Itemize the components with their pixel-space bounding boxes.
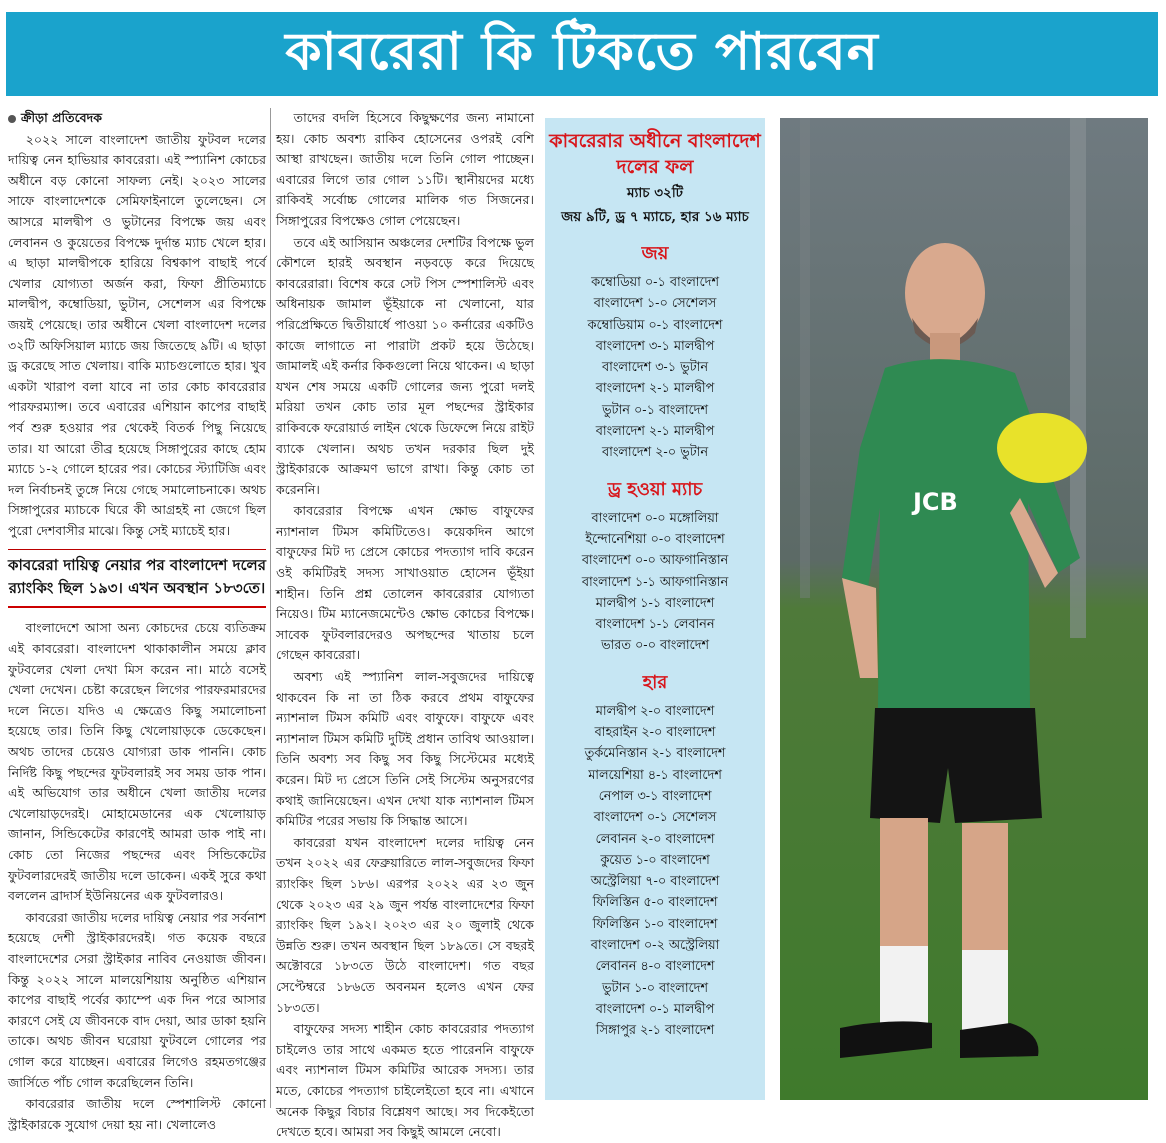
result-item: বাংলাদেশ ৩-১ মালদ্বীপ <box>595 338 715 354</box>
headline: কাবরেরা কি টিকতে পারবেন <box>285 21 879 82</box>
result-item: মালদ্বীপ ২-০ বাংলাদেশ <box>595 703 715 719</box>
draws-list <box>545 508 765 657</box>
result-item: বাংলাদেশ ২-১ মালদ্বীপ <box>595 424 715 440</box>
result-item: ফিলিস্তিন ৫-০ বাংলাদেশ <box>592 895 718 911</box>
wins-heading: জয় <box>641 243 669 264</box>
article-paragraph: তাদের বদলি হিসেবে কিছুক্ষণের জন্য নামানো হয়। কোচ অবশ্য রাকিব হোসেনের ওপরই বেশি আস্থা রাখছেন। জাতীয় দলে তিনি গোল পাচ্ছেন। এবারের লিগে তার গোল ১১টি। স্থানীয়দের মধ্যে রাকিবই সর্বোচ্চ গোলের মালিক গত সিজনের। সিঙ্গাপুরের বিপক্ষেও গোল পেয়েছেন। <box>276 110 534 228</box>
sidebar-title: কাবরেরার অধীনে বাংলাদেশ দলের ফল <box>549 130 761 178</box>
col1-body-b <box>8 618 266 1135</box>
result-item: মালদ্বীপ ১-১ বাংলাদেশ <box>595 595 715 611</box>
article-paragraph: কাবরেরার জাতীয় দলে স্পেশালিস্ট কোনো স্ট্রাইকারকে সুযোগ দেয়া হয় না। খেলালেও <box>8 1096 266 1132</box>
result-item: বাংলাদেশ ৩-১ ভুটান <box>602 360 708 376</box>
article-column-1 <box>8 108 266 1132</box>
result-item: ভুটান ০-১ বাংলাদেশ <box>602 402 708 418</box>
result-item: বাংলাদেশ ১-১ লেবানন <box>595 617 715 633</box>
wins-list <box>545 272 765 464</box>
pull-quote: কাবরেরা দায়িত্ব নেয়ার পর বাংলাদেশ দলের র‍্যাংকিং ছিল ১৯৩। এখন অবস্থান ১৮৩তে। <box>8 549 266 608</box>
result-item: বাংলাদেশ ০-১ সেশেলস <box>593 810 717 826</box>
result-item: ইন্দোনেশিয়া ০-০ বাংলাদেশ <box>585 531 725 547</box>
result-item: বাংলাদেশ ০-১ মালদ্বীপ <box>595 1001 715 1017</box>
result-item: ভুটান ১-০ বাংলাদেশ <box>602 980 708 996</box>
result-item: লেবানন ২-০ বাংলাদেশ <box>595 831 715 847</box>
article-paragraph: ২০২২ সালে বাংলাদেশ জাতীয় ফুটবল দলের দায়িত্ব নেন হাভিয়ার কাবরেরা। এই স্প্যানিশ কোচের অধীনে বড় কোনো সাফল্য নেই। ২০২৩ সালের সাফে বাংলাদেশকে সেমিফাইনালে তুলেছেন। সে আসরে মালদ্বীপ ও ভুটানের বিপক্ষে জয় এবং লেবানন ও কুয়েতের বিপক্ষে দুর্দান্ত ম্যাচ খেলে হার। এ ছাড়া মালদ্বীপকে হারিয়ে বিশ্বকাপ বাছাই পর্বে খেলার যোগ্যতা অর্জন করা, ফিফা প্রীতিম্যাচে মালদ্বীপ, কম্বোডিয়া, ভুটান, সেশেলস এর বিপক্ষে জয়ই পেয়েছে। তার অধীনে খেলা বাংলাদেশ দলের ৩২টি অফিসিয়াল ম্যাচে জয় জিতেছে ৯টি। এ ছাড়া ড্র করেছে সাত খেলায়। বাকি ম্যাচগুলোতে হার। খুব একটা খারাপ বলা যাবে না তার কোচ কাবরেরার পারফরম্যান্স। তবে এবারের এশিয়ান কাপের বাছাই পর্ব শুরু হওয়ার পর থেকেই বিতর্ক পিছু নিয়েছে তার। যা আরো তীব্র হয়েছে সিঙ্গাপুরের কাছে হোম ম্যাচে ১-২ গোলে হারের পর। কোচের স্ট্যাটিজি এবং দল নির্বাচনই তুঙ্গে নিয়ে গেছে সমালোচনাকে। অথচ সিঙ্গাপুরের ম্যাচকে ঘিরে কী আগ্রহই না জেগে ছিল পুরো দেশবাসীর মাঝে। কিন্তু সেই ম্যাচেই হার। <box>8 131 266 538</box>
result-item: তুর্কমেনিস্তান ২-১ বাংলাদেশ <box>584 746 726 762</box>
result-item: সিঙ্গাপুর ২-১ বাংলাদেশ <box>595 1023 715 1039</box>
article-paragraph: কাবরেরা যখন বাংলাদেশ দলের দায়িত্ব নেন তখন ২০২২ এর ফেব্রুয়ারিতে লাল-সবুজদের ফিফা র‍্যাংকিং ছিল ১৮৬। এরপর ২০২২ এর ২৩ জুন থেকে ২০২৩ এর ২৯ জুন পর্যন্ত বাংলাদেশের ফিফা র‍্যাংকিং ছিল ১৯২। ২০২৩ এর ২০ জুলাই থেকে উন্নতি শুরু। তখন অবস্থান ছিল ১৮৯তে। সে বছরই অক্টোবরে ১৮৩তে উঠে বাংলাদেশ। গত বছর সেপ্টেম্বরে ১৮৬তে অবনমন হলেও এখন ফের ১৮৩তে। <box>276 834 534 1015</box>
shirt-logo: JCB <box>913 488 958 516</box>
article-paragraph: কাবরেরার বিপক্ষে এখন ক্ষোভ বাফুফের ন্যাশনাল টিমস কমিটিতেও। কয়েকদিন আগে বাফুফের মিট দ্য প্রেসে কোচের পদত্যাগ দাবি করেন ওই কমিটিরই সদস্য সাখাওয়াত হোসেন ভূঁইয়া শাহীন। তিনি প্রশ্ন তোলেন কাবরেরার যোগ্যতা নিয়েও। টিম ম্যানেজমেন্টেও ক্ষোভ কোচের বিপক্ষে। সাবেক ফুটবলারদেরও অপছন্দের খাতায় চলে গেছেন কাবরেরা। <box>276 503 534 663</box>
byline-text: ক্রীড়া প্রতিবেদক <box>21 110 103 125</box>
result-item: বাংলাদেশ ০-২ অস্ট্রেলিয়া <box>590 938 720 954</box>
result-item: মালয়েশিয়া ৪-১ বাংলাদেশ <box>588 767 722 783</box>
byline <box>8 108 266 129</box>
result-item: বাংলাদেশ ০-০ আফগানিস্তান <box>581 553 729 569</box>
article-column-2 <box>276 108 534 1140</box>
result-item: কম্বোডিয়াম ০-১ বাংলাদেশ <box>587 317 723 333</box>
result-item: বাংলাদেশ ২-০ ভুটান <box>602 445 708 461</box>
results-sidebar <box>545 118 765 1100</box>
losses-heading: হার <box>642 671 668 693</box>
result-item: অস্ট্রেলিয়া ৭-০ বাংলাদেশ <box>590 874 720 890</box>
article-paragraph: কাবরেরা জাতীয় দলের দায়িত্ব নেয়ার পর সর্বনাশ হয়েছে দেশী স্ট্রাইকারদেরই। গত কয়েক বছরে বাংলাদেশের সেরা স্ট্রাইকার নাবিব নেওয়াজ জীবন। কিন্তু ২০২২ সালে মালয়েশিয়ায় অনুষ্ঠিত এশিয়ান কাপের বাছাই পর্বের ক্যাম্পে এক দিন পরে আসার কারণে সেই যে জীবনকে বাদ দেয়া, আর ডাকা হয়নি তাকে। অথচ জীবন ঘরোয়া ফুটবলে গোলের পর গোল করে যাচ্ছেন। এবারের লিগেও রহমতগঞ্জের জার্সিতে পাঁচ গোল করেছিলেন তিনি। <box>8 909 266 1090</box>
result-item: ভারত ০-০ বাংলাদেশ <box>600 638 709 654</box>
sidebar-matches: ম্যাচ ৩২টি <box>626 185 684 201</box>
losses-list <box>545 701 765 1042</box>
headline-banner <box>6 12 1158 96</box>
article-paragraph: অবশ্য এই স্প্যানিশ লাল-সবুজদের দায়িত্বে থাকবেন কি না তা ঠিক করবে প্রথম বাফুফের ন্যাশনাল টিমস কমিটি এবং বাফুফে। বাফুফে এবং ন্যাশনাল টিমস কমিটি দুটিই প্রধান তাবিথ আওয়াল। তিনি অবশ্য সব কিছু সব কিছু সিস্টেমের মধ্যেই করেন। মিট দ্য প্রেসে তিনি সেই সিস্টেম অনুসরণের কথাই জানিয়েছেন। এখন দেখা যাক ন্যাশনাল টিমস কমিটির পরের সভায় কি সিদ্ধান্ত আসে। <box>276 669 534 829</box>
result-item: কম্বোডিয়া ০-১ বাংলাদেশ <box>591 275 719 290</box>
result-item: নেপাল ৩-১ বাংলাদেশ <box>598 788 712 804</box>
result-item: কুয়েত ১-০ বাংলাদেশ <box>600 852 710 868</box>
result-item: বাহরাইন ২-০ বাংলাদেশ <box>594 725 716 741</box>
result-item: বাংলাদেশ ০-০ মঙ্গোলিয়া <box>591 510 719 526</box>
coach-photo <box>780 118 1148 1100</box>
article-paragraph: তবে এই আসিয়ান অঞ্চলের দেশটির বিপক্ষে ভুল কৌশলে হারই অবস্থান নড়বড়ে করে দিয়েছে কাবরেরারা। বিশেষ করে সেট পিস স্পেশালিস্ট এবং অধিনায়ক জামাল ভূঁইয়াকে না খেলানো, যার পরিপ্রেক্ষিতে দ্বিতীয়ার্ধে পাওয়া ১০ কর্নারের একটিও কাজে লাগাতে না পারাটা প্রকট হয়ে উঠেছে। জামালই এই কর্নার কিকগুলো নিয়ে থাকেন। এ ছাড়া যখন শেষ সময়ে একটি গোলের জন্য পুরো দলই মরিয়া তখন কোচ তার মূল পছন্দের স্ট্রাইকার রাকিবকে ফরোয়ার্ড লাইন থেকে ডিফেন্সে নিয়ে রাইট ব্যাকে খেলান। অথচ তখন দরকার ছিল দুই স্ট্রাইকারকে আক্রমণ ভাগে রাখা। কিন্তু কোচ তা করেননি। <box>276 234 534 497</box>
draws-heading: ড্র হওয়া ম্যাচ <box>607 478 703 500</box>
col1-body-a <box>8 130 266 542</box>
result-item: লেবানন ৪-০ বাংলাদেশ <box>595 959 715 975</box>
column-divider <box>270 108 271 1108</box>
article-paragraph: বাংলাদেশে আসা অন্য কোচদের চেয়ে ব্যতিক্রম এই কাবরেরা। বাংলাদেশ থাকাকালীন সময়ে ক্লাব ফুটবলের খেলা দেখা মিস করেন না। মাঠে বসেই খেলা দেখেন। চেষ্টা করেছেন লিগের পারফরমারদের দলে নিতে। যদিও এ ক্ষেত্রেও কিছু সমালোচনা হয়েছে তার। তিনি কিছু খেলোয়াড়কে ডেকেছেন। অথচ তাদের চেয়েও যোগ্যরা ডাক পাননি। কোচ নির্দিষ্ট কিছু পছন্দের ফুটবলারই সব সময় ডাক পান। এই অভিযোগ তার অধীনে খেলা জাতীয় দলের খেলোয়াড়দেরই। মোহামেডানের এক খেলোয়াড় জানান, সিন্ডিকেটের কারণেই আমরা ডাক পাই না। কোচ তো নিজের পছন্দের এবং সিন্ডিকেটের ফুটবলারদেরই জাতীয় দলে ডাকেন। একই সুরে কথা বললেন ব্রাদার্স ইউনিয়নের এক ফুটবলারও। <box>8 620 266 904</box>
result-item: বাংলাদেশ ১-০ সেশেলস <box>593 296 717 312</box>
bullet-icon <box>8 115 16 123</box>
result-item: ফিলিস্তিন ১-০ বাংলাদেশ <box>592 916 718 932</box>
article-paragraph: বাফুফের সদস্য শাহীন কোচ কাবরেরার পদত্যাগ চাইলেও তার সাথে একমত হতে পারেননি বাফুফে এবং ন্যাশনাল টিমস কমিটির আরেক সদস্য। তার মতে, কোচের পদত্যাগ চাইলেইতো হবে না। এখানে অনেক কিছুর বিচার বিশ্লেষণ আছে। সব দিকেইতো দেখতে হবে। আমরা সব কিছুই আমলে নেবো। <box>276 1021 534 1140</box>
result-item: বাংলাদেশ ১-১ আফগানিস্তান <box>581 574 729 590</box>
result-item: বাংলাদেশ ২-১ মালদ্বীপ <box>595 381 715 397</box>
sidebar-summary: জয় ৯টি, ড্র ৭ ম্যাচে, হার ১৬ ম্যাচ <box>561 209 749 225</box>
